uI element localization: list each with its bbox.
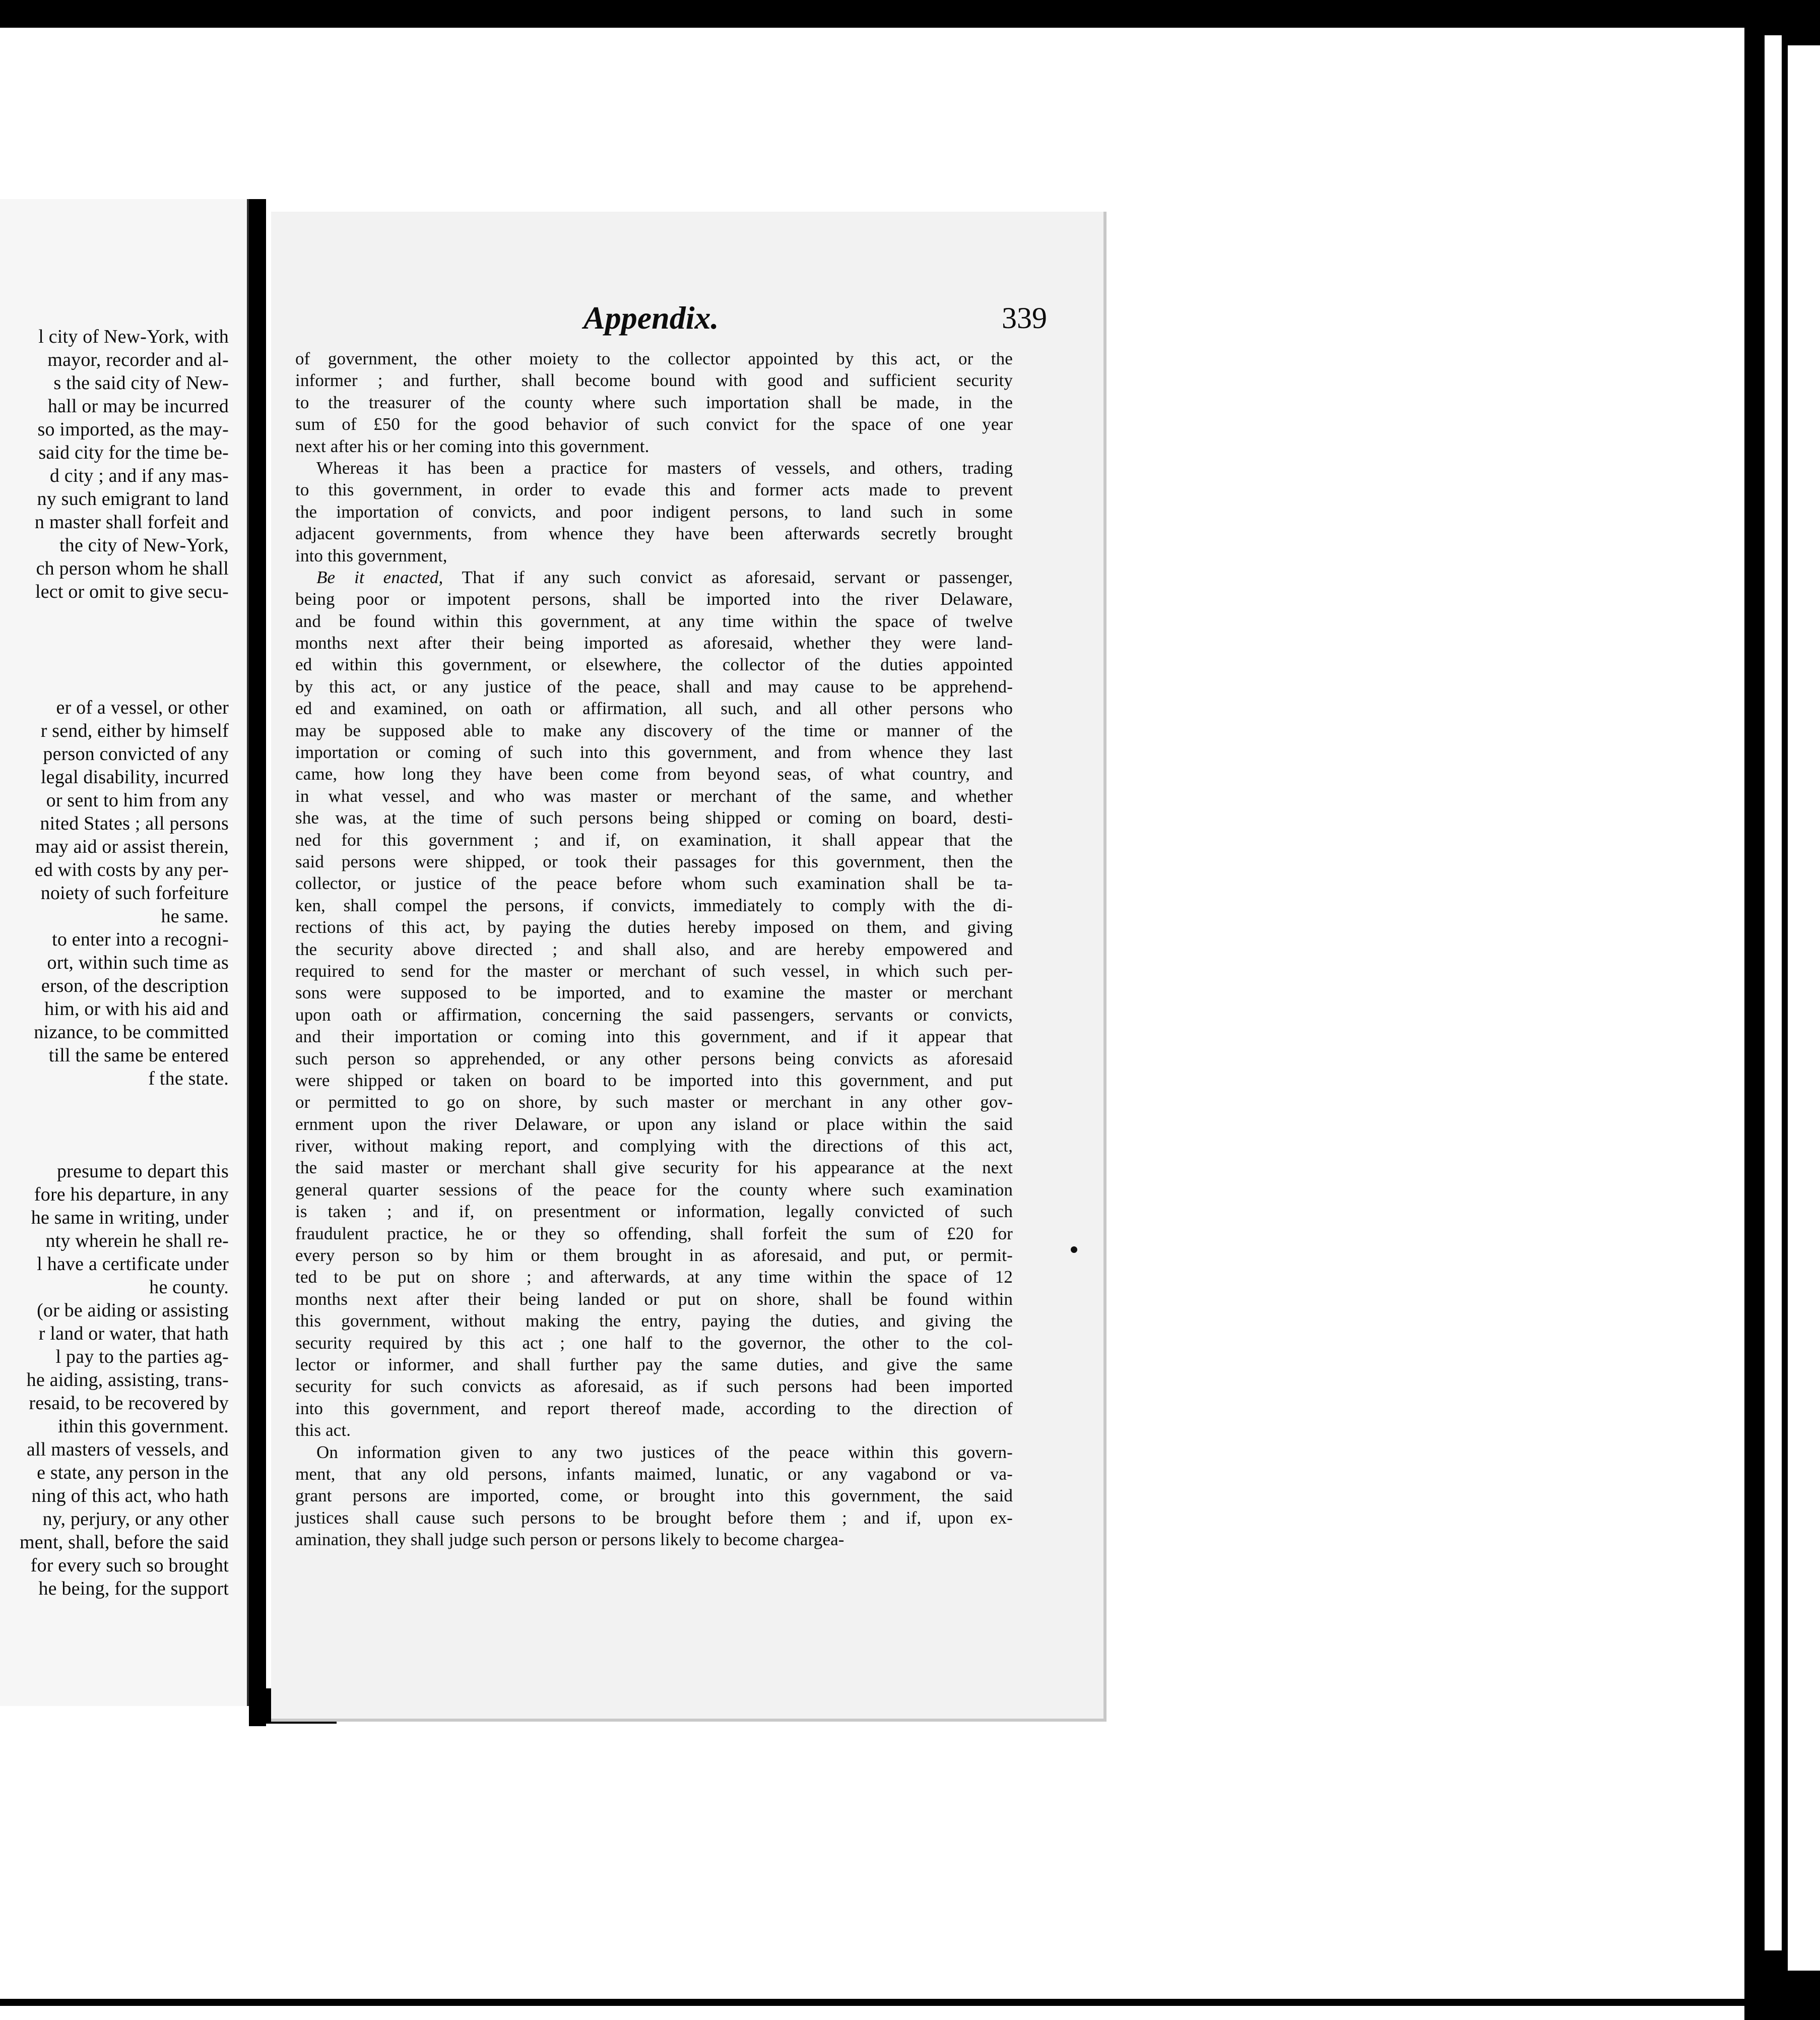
left-page-line: he same. bbox=[161, 906, 229, 927]
left-page-line: mayor, recorder and al- bbox=[47, 349, 229, 370]
body-text bbox=[295, 348, 1013, 1550]
ink-spot bbox=[1071, 1246, 1077, 1253]
enacting-clause: Be it enacted, bbox=[316, 567, 443, 587]
body-line: into this government, and report thereof made, according to the direction of bbox=[295, 1398, 1013, 1418]
left-page-line: n master shall forfeit and bbox=[34, 512, 229, 533]
facing-page-left bbox=[0, 199, 249, 1706]
body-line: being poor or impotent persons, shall be imported into the river Delaware, bbox=[295, 589, 1013, 609]
left-page-line: to enter into a recogni- bbox=[52, 929, 229, 950]
left-page-line: presume to depart this bbox=[56, 1161, 229, 1182]
left-page-line: he aiding, assisting, trans- bbox=[26, 1369, 229, 1391]
body-line: river, without making report, and complying with the directions of this act, bbox=[295, 1136, 1013, 1156]
left-page-line: nizance, to be committed bbox=[34, 1022, 229, 1043]
left-page-line: ny such emigrant to land bbox=[37, 488, 229, 510]
body-line: is taken ; and if, on presentment or information, legally convicted of such bbox=[295, 1202, 1013, 1222]
body-line: grant persons are imported, come, or brought into this government, the said bbox=[295, 1486, 1013, 1506]
body-line: came, how long they have been come from beyond seas, of what country, and bbox=[295, 764, 1013, 784]
book-gutter bbox=[249, 199, 266, 1726]
scan-border-right bbox=[1744, 0, 1820, 2020]
body-line: importation or coming of such into this government, and from whence they last bbox=[295, 742, 1013, 763]
body-line: by this act, or any justice of the peace, shall and may cause to be apprehend- bbox=[295, 676, 1013, 697]
left-page-line: he county. bbox=[149, 1277, 229, 1298]
body-line: ken, shall compel the persons, if convicts, immediately to comply with the di- bbox=[295, 895, 1013, 915]
body-line: fraudulent practice, he or they so offending, shall forfeit the sum of £20 for bbox=[295, 1223, 1013, 1243]
left-page-line: l city of New-York, with bbox=[38, 326, 229, 347]
body-line: rections of this act, by paying the duties hereby imposed on them, and giving bbox=[295, 917, 1013, 937]
left-page-line: legal disability, incurred bbox=[40, 767, 229, 788]
page-339 bbox=[271, 212, 1107, 1722]
left-page-line: ithin this government. bbox=[58, 1416, 229, 1437]
body-line: the said master or merchant shall give security for his appearance at the next bbox=[295, 1158, 1013, 1178]
body-line: informer ; and further, shall become bound with good and sufficient security bbox=[295, 370, 1013, 391]
left-page-line: ed with costs by any per- bbox=[34, 859, 229, 880]
body-line: said persons were shipped, or took their passages for this government, then the bbox=[295, 851, 1013, 871]
left-page-line: hall or may be incurred bbox=[47, 396, 229, 417]
left-page-line: ning of this act, who hath bbox=[31, 1485, 229, 1506]
running-head bbox=[271, 300, 1103, 336]
body-line: security for such convicts as aforesaid, as if such persons had been imported bbox=[295, 1376, 1013, 1397]
body-line: such person so apprehended, or any other persons being convicts as aforesaid bbox=[295, 1048, 1013, 1068]
left-page-line: f the state. bbox=[148, 1068, 229, 1089]
body-line: security required by this act ; one half to the governor, the other to the col- bbox=[295, 1333, 1013, 1353]
left-page-line: for every such so brought bbox=[30, 1555, 229, 1576]
body-line: general quarter sessions of the peace for the county where such examination bbox=[295, 1179, 1013, 1200]
body-line: upon oath or affirmation, concerning the said passengers, servants or convicts, bbox=[295, 1004, 1013, 1025]
left-page-line: nty wherein he shall re- bbox=[45, 1230, 229, 1251]
body-line: sons were supposed to be imported, and to examine the master or merchant bbox=[295, 983, 1013, 1003]
left-page-line: ch person whom he shall bbox=[36, 558, 229, 579]
body-line: ernment upon the river Delaware, or upon any island or place within the said bbox=[295, 1114, 1013, 1134]
body-line: to the treasurer of the county where such importation shall be made, in the bbox=[295, 392, 1013, 412]
body-line: may be supposed able to make any discovery of the time or manner of the bbox=[295, 720, 1013, 740]
body-line: ed and examined, on oath or affirmation, all such, and all other persons who bbox=[295, 699, 1013, 719]
left-page-line: r land or water, that hath bbox=[38, 1323, 229, 1344]
body-line: lector or informer, and shall further pay the same duties, and give the same bbox=[295, 1354, 1013, 1374]
body-line: amination, they shall judge such person or persons likely to become chargea- bbox=[295, 1530, 844, 1550]
left-page-line: so imported, as the may- bbox=[37, 419, 229, 440]
body-line: this government, without making the entry, paying the duties, and giving the bbox=[295, 1311, 1013, 1331]
body-line: and be found within this government, at any time within the space of twelve bbox=[295, 611, 1013, 631]
left-page-line: the city of New-York, bbox=[59, 535, 229, 556]
body-line: the importation of convicts, and poor indigent persons, to land such in some bbox=[295, 501, 1013, 522]
left-page-line: d city ; and if any mas- bbox=[49, 465, 229, 486]
left-page-line: e state, any person in the bbox=[37, 1462, 229, 1483]
body-line: were shipped or taken on board to be imported into this government, and put bbox=[295, 1070, 1013, 1090]
left-page-line: ment, shall, before the said bbox=[19, 1532, 229, 1553]
body-line: the security above directed ; and shall also, and are hereby empowered and bbox=[295, 939, 1013, 959]
body-line: required to send for the master or merchant of such vessel, in which such per- bbox=[295, 961, 1013, 981]
left-page-line: l pay to the parties ag- bbox=[55, 1346, 229, 1367]
left-page-line: ort, within such time as bbox=[47, 952, 229, 973]
left-page-line: lect or omit to give secu- bbox=[35, 581, 229, 602]
left-page-line: r send, either by himself bbox=[40, 720, 229, 741]
body-line: to this government, in order to evade this and former acts made to prevent bbox=[295, 480, 1013, 500]
left-page-line: fore his departure, in any bbox=[34, 1184, 229, 1205]
body-line: sum of £50 for the good behavior of such convict for the space of one year bbox=[295, 414, 1013, 434]
left-page-line: may aid or assist therein, bbox=[35, 836, 229, 857]
left-page-line: ny, perjury, or any other bbox=[42, 1508, 229, 1530]
left-page-line: or sent to him from any bbox=[46, 790, 229, 811]
body-line: ment, that any old persons, infants maimed, lunatic, or any vagabond or va- bbox=[295, 1464, 1013, 1484]
next-page-edge bbox=[1765, 35, 1782, 1950]
left-page-line: s the said city of New- bbox=[53, 372, 229, 394]
left-page-line: him, or with his aid and bbox=[44, 998, 229, 1020]
body-line: and their importation or coming into this government, and if it appear that bbox=[295, 1027, 1013, 1047]
left-page-line: (or be aiding or assisting bbox=[37, 1300, 229, 1321]
left-page-line: noiety of such forfeiture bbox=[40, 882, 229, 904]
body-line: collector, or justice of the peace before whom such examination shall be ta- bbox=[295, 873, 1013, 894]
body-line: of government, the other moiety to the collector appointed by this act, or the bbox=[295, 349, 1013, 368]
body-line: next after his or her coming into this government. bbox=[295, 436, 649, 456]
left-page-line: he being, for the support bbox=[38, 1578, 229, 1599]
body-line: months next after their being landed or put on shore, shall be found within bbox=[295, 1289, 1013, 1309]
left-page-line: erson, of the description bbox=[41, 975, 229, 996]
body-line: justices shall cause such persons to be brought before them ; and if, upon ex- bbox=[295, 1507, 1013, 1528]
body-line: adjacent governments, from whence they have been afterwards secretly brought bbox=[295, 524, 1013, 544]
paper-edge bbox=[1788, 45, 1820, 1971]
scan-border-top bbox=[0, 0, 1820, 28]
body-line: into this government, bbox=[295, 545, 447, 565]
left-page-line: er of a vessel, or other bbox=[56, 697, 229, 718]
page-number: 339 bbox=[1002, 301, 1047, 335]
left-page-line: said city for the time be- bbox=[38, 442, 229, 463]
body-line: or permitted to go on shore, by such master or merchant in any other gov- bbox=[295, 1092, 1013, 1112]
body-line: Be it enacted, That if any such convict as aforesaid, servant or passenger, bbox=[316, 567, 1013, 587]
left-page-line: nited States ; all persons bbox=[40, 813, 229, 834]
body-line: every person so by him or them brought in as aforesaid, and put, or permit- bbox=[295, 1245, 1013, 1266]
left-page-line: all masters of vessels, and bbox=[26, 1439, 229, 1460]
left-page-line: person convicted of any bbox=[43, 743, 229, 765]
body-line: On information given to any two justices of the peace within this govern- bbox=[316, 1442, 1013, 1462]
body-line: ted to be put on shore ; and afterwards, at any time within the space of 12 bbox=[295, 1267, 1013, 1287]
body-line: she was, at the time of such persons being shipped or coming on board, desti- bbox=[295, 808, 1013, 828]
body-line: months next after their being imported as aforesaid, whether they were land- bbox=[295, 633, 1013, 653]
body-line: ned for this government ; and if, on examination, it shall appear that the bbox=[295, 830, 1013, 850]
body-line: this act. bbox=[295, 1420, 351, 1440]
body-line: in what vessel, and who was master or merchant of the same, and whether bbox=[295, 786, 1013, 806]
left-page-line: till the same be entered bbox=[48, 1045, 229, 1066]
running-head-title: Appendix. bbox=[583, 300, 719, 336]
left-page-line: l have a certificate under bbox=[37, 1253, 229, 1275]
scan-border-bottom bbox=[0, 1999, 1744, 2006]
body-line: Whereas it has been a practice for masters of vessels, and others, trading bbox=[316, 458, 1013, 478]
left-page-line: resaid, to be recovered by bbox=[29, 1393, 229, 1414]
left-page-line: he same in writing, under bbox=[31, 1207, 229, 1228]
body-line: ed within this government, or elsewhere, the collector of the duties appointed bbox=[295, 655, 1013, 675]
